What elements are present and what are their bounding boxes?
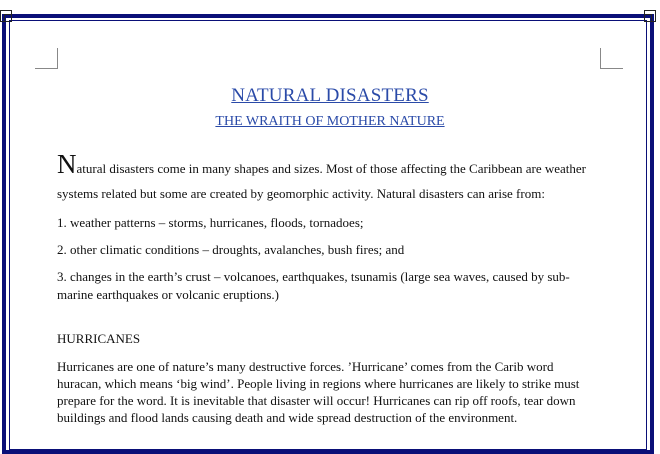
crop-mark-top-left — [35, 48, 58, 69]
section-heading: HURRICANES — [57, 331, 141, 346]
list-item-3-line-1: 3. changes in the earth’s crust – volcanoes, earthquakes, tsunamis (large sea waves, caused by sub- — [57, 269, 570, 284]
intro-line-1-text: atural disasters come in many shapes and sizes. Most of those affecting the Caribbean are weather — [76, 161, 586, 176]
list-item-1: 1. weather patterns – storms, hurricanes, floods, tornadoes; — [57, 215, 364, 230]
document-subtitle: THE WRAITH OF MOTHER NATURE — [215, 114, 445, 129]
intro-paragraph-line-1 — [57, 149, 617, 179]
section-paragraph-line-3: prepare for the word. It is inevitable that disaster will occur! Hurricanes can rip off roofs, tear down — [57, 393, 576, 408]
drop-cap: N — [57, 149, 77, 179]
intro-paragraph-line-2: systems related but some are created by geomorphic activity. Natural disasters can arise from: — [57, 186, 545, 201]
section-paragraph-line-4: buildings and flood lands causing death and wide spread destruction of the environment. — [57, 410, 518, 425]
list-item-3-line-2: marine earthquakes or volcanic eruptions.) — [57, 287, 279, 302]
corner-ornament-top-right-inner — [644, 14, 652, 22]
crop-mark-top-right — [600, 48, 623, 69]
document-title: NATURAL DISASTERS — [231, 85, 429, 106]
section-paragraph-line-2: huracan, which means ‘big wind’. People living in regions where hurricanes are likely to strike must — [57, 376, 580, 391]
section-paragraph-line-1: Hurricanes are one of nature’s many destructive forces. ’Hurricane’ comes from the Carib word — [57, 359, 554, 374]
list-item-2: 2. other climatic conditions – droughts, avalanches, bush fires; and — [57, 242, 405, 257]
corner-ornament-top-left-inner — [4, 14, 12, 22]
